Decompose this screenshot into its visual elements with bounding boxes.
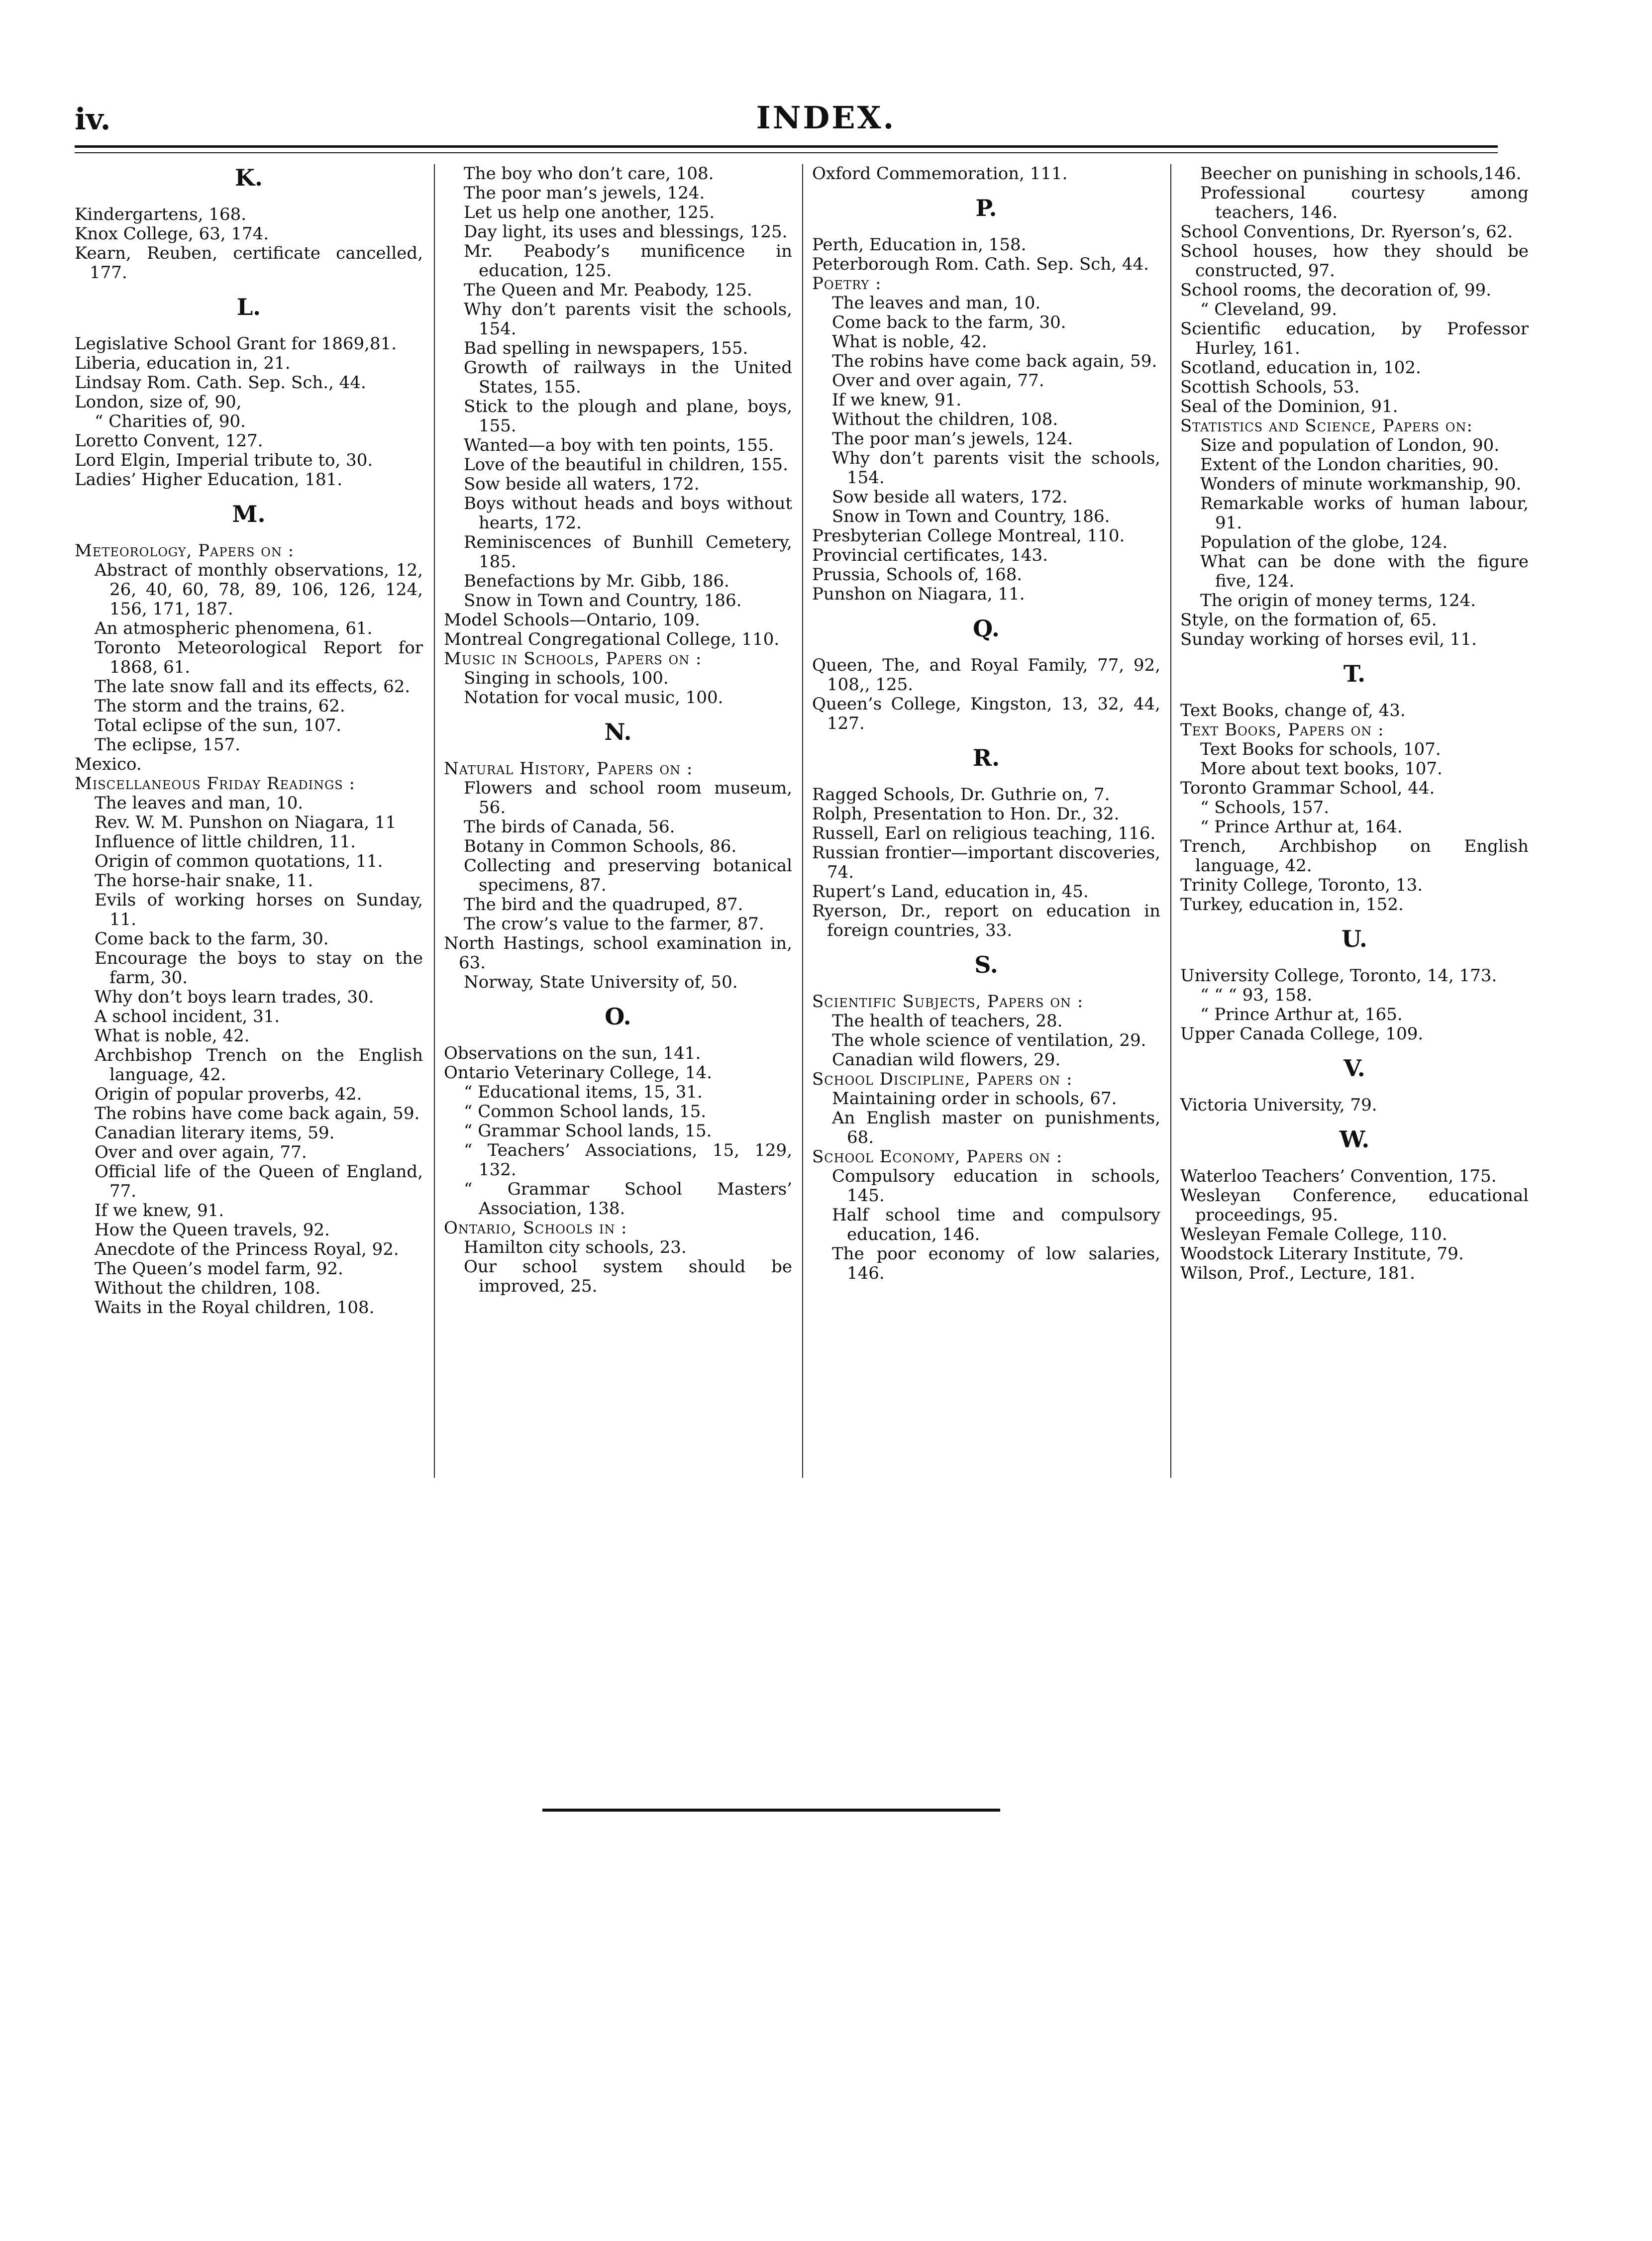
index-entry: Rupert’s Land, education in, 45. [812,882,1089,902]
index-entry: Observations on the sun, 141. [444,1043,701,1063]
index-entry: Trench, Archbishop on English language, 42. [1180,836,1529,876]
index-subentry: The horse-hair snake, 11. [95,871,313,891]
index-subentry: Wonders of minute workmanship, 90. [1200,474,1522,494]
index-subentry: Notation for vocal music, 100. [464,688,723,708]
index-entry: Lord Elgin, Imperial tribute to, 30. [75,450,373,470]
index-subentry: An atmospheric phenomena, 61. [95,618,373,638]
index-entry: Ontario Veterinary College, 14. [444,1063,712,1083]
index-entry: Trinity College, Toronto, 13. [1180,875,1423,895]
index-entry: Scientific education, by Professor Hurley, 161. [1180,319,1529,358]
index-subentry: “ Teachers’ Associations, 15, 129, 132. [464,1140,792,1180]
index-entry: Queen’s College, Kingston, 13, 32, 44, 127. [812,694,1160,733]
index-subentry: The robins have come back again, 59. [95,1104,420,1123]
column-divider [802,164,803,1478]
index-entry: Style, on the formation of, 65. [1180,610,1437,630]
index-subentry: The leaves and man, 10. [832,293,1041,313]
index-subentry: What can be done with the figure five, 124. [1200,552,1529,591]
section-letter: T. [1343,660,1366,687]
index-subentry: Collecting and preserving botanical specimens, 87. [464,856,792,895]
index-entry: Russell, Earl on religious teaching, 116. [812,823,1156,843]
index-subentry: Archbishop Trench on the English language, 42. [95,1045,423,1085]
index-subentry: “ Charities of, 90. [95,411,246,431]
section-letter: V. [1343,1055,1365,1082]
index-subentry: Compulsory education in schools, 145. [832,1166,1160,1206]
index-subentry: Hamilton city schools, 23. [464,1237,687,1257]
index-subentry: How the Queen travels, 92. [95,1220,330,1240]
index-subentry: Over and over again, 77. [95,1142,307,1162]
index-subentry: Canadian wild flowers, 29. [832,1050,1061,1070]
index-subentry: Without the children, 108. [832,409,1058,429]
index-subentry: “ Common School lands, 15. [464,1102,707,1121]
index-subentry: Growth of railways in the United States, 155. [464,358,792,397]
index-subentry: Influence of little children, 11. [95,832,356,852]
index-subentry: Norway, State University of, 50. [464,972,738,992]
index-subentry: Over and over again, 77. [832,371,1044,391]
index-entry: Perth, Education in, 158. [812,235,1027,255]
index-subentry: “ Prince Arthur at, 165. [1200,1005,1403,1024]
index-subentry: Professional courtesy among teachers, 146. [1200,183,1529,222]
index-subentry: Mr. Peabody’s munificence in education, 125. [464,241,792,281]
index-subentry: Abstract of monthly observations, 12, 26, 40, 60, 78, 89, 106, 126, 124, 156, 171, 187. [95,560,423,619]
index-entry: Lindsay Rom. Cath. Sep. Sch., 44. [75,373,366,393]
index-subentry: The bird and the quadruped, 87. [464,895,743,915]
index-subentry: Snow in Town and Country, 186. [464,591,742,611]
index-entry: University College, Toronto, 14, 173. [1180,966,1497,986]
index-subentry: The storm and the trains, 62. [95,696,345,716]
index-column-2 [444,164,792,1296]
index-subentry: The poor man’s jewels, 124. [832,429,1073,449]
index-subentry: Come back to the farm, 30. [832,312,1066,332]
index-subentry: Anecdote of the Princess Royal, 92. [95,1239,399,1259]
index-entry: Prussia, Schools of, 168. [812,565,1023,585]
index-entry: Text Books, change of, 43. [1180,701,1406,720]
section-letter: L. [236,294,261,320]
index-subentry: Origin of popular proverbs, 42. [95,1084,362,1104]
section-letter: P. [975,195,997,221]
index-subentry: Waits in the Royal children, 108. [95,1298,375,1318]
page-title: INDEX. [756,100,896,136]
index-entry: Toronto Grammar School, 44. [1180,778,1435,798]
section-letter: Q. [973,615,1000,642]
section-letter: M. [232,501,266,527]
index-entry: Wesleyan Female College, 110. [1180,1224,1447,1244]
index-subentry: Sow beside all waters, 172. [832,487,1068,507]
index-subentry: Love of the beautiful in children, 155. [464,455,788,475]
index-subentry: Wanted—a boy with ten points, 155. [464,435,774,455]
index-entry: Mexico. [75,754,142,774]
index-entry: Woodstock Literary Institute, 79. [1180,1244,1464,1264]
index-subentry: More about text books, 107. [1200,759,1443,779]
index-subentry: Singing in schools, 100. [464,668,669,688]
index-subentry: “ “ “ 93, 158. [1200,985,1313,1005]
index-entry: School rooms, the decoration of, 99. [1180,280,1491,300]
index-column-1 [75,164,423,1318]
index-entry: North Hastings, school examination in, 63. [444,933,792,973]
index-entry: Ragged Schools, Dr. Guthrie on, 7. [812,785,1110,805]
index-subentry: Rev. W. M. Punshon on Niagara, 11 [95,813,397,832]
index-subentry: Reminiscences of Bunhill Cemetery, 185. [464,532,792,572]
index-entry: Scotland, education in, 102. [1180,358,1421,378]
index-subentry: Stick to the plough and plane, boys, 155. [464,397,792,436]
index-subentry: Botany in Common Schools, 86. [464,836,737,856]
index-heading: School Economy, Papers on : [812,1147,1063,1167]
index-subentry: Half school time and compulsory education, 146. [832,1205,1160,1244]
end-rule [542,1809,1000,1812]
index-subentry: The late snow fall and its effects, 62. [95,677,411,697]
index-entry: Liberia, education in, 21. [75,353,291,373]
index-subentry: Let us help one another, 125. [464,203,715,222]
index-subentry: “ Educational items, 15, 31. [464,1082,703,1102]
index-subentry: Snow in Town and Country, 186. [832,507,1110,526]
index-entry: Presbyterian College Montreal, 110. [812,526,1125,546]
index-subentry: The poor man’s jewels, 124. [464,183,705,203]
index-subentry: Size and population of London, 90. [1200,435,1500,455]
index-entry: Ryerson, Dr., report on education in foreign countries, 33. [812,901,1160,940]
index-subentry: Evils of working horses on Sunday, 11. [95,890,423,929]
index-entry: Queen, The, and Royal Family, 77, 92, 108,, 125. [812,655,1160,695]
index-subentry: Our school system should be improved, 25. [464,1257,792,1296]
index-subentry: Remarkable works of human labour, 91. [1200,494,1529,533]
index-entry: Oxford Commemoration, 111. [812,164,1068,184]
index-heading: Text Books, Papers on : [1180,720,1384,740]
index-subentry: Boys without heads and boys without hearts, 172. [464,494,792,533]
index-subentry: Text Books for schools, 107. [1200,739,1441,759]
index-subentry: The Queen’s model farm, 92. [95,1259,343,1279]
index-subentry: The Queen and Mr. Peabody, 125. [464,280,752,300]
index-entry: Peterborough Rom. Cath. Sep. Sch, 44. [812,254,1149,274]
index-entry: Kindergartens, 168. [75,204,247,224]
section-letter: R. [972,744,1000,771]
index-entry: Scottish Schools, 53. [1180,377,1360,397]
section-letter: O. [605,1003,631,1030]
index-subentry: If we knew, 91. [95,1201,224,1221]
index-subentry: What is noble, 42. [832,332,987,352]
index-subentry: Without the children, 108. [95,1278,321,1298]
index-entry: Wilson, Prof., Lecture, 181. [1180,1263,1415,1283]
index-subentry: What is noble, 42. [95,1026,250,1046]
index-heading: Poetry : [812,274,882,294]
index-entry: Turkey, education in, 152. [1180,895,1404,915]
index-subentry: Origin of common quotations, 11. [95,851,383,871]
index-subentry: Total eclipse of the sun, 107. [95,715,342,735]
index-entry: Knox College, 63, 174. [75,224,269,244]
index-entry: Loretto Convent, 127. [75,431,263,451]
index-subentry: Canadian literary items, 59. [95,1123,335,1143]
index-subentry: The whole science of ventilation, 29. [832,1030,1146,1050]
column-divider [1170,164,1171,1478]
index-heading: Meteorology, Papers on : [75,541,295,561]
index-subentry: Toronto Meteorological Report for 1868, 61. [95,638,423,677]
index-subentry: Come back to the farm, 30. [95,929,329,949]
index-subentry: Why don’t boys learn trades, 30. [95,987,374,1007]
column-divider [434,164,435,1478]
index-entry: Sunday working of horses evil, 11. [1180,629,1477,649]
header-rule-thin [75,152,1498,153]
index-entry: Punshon on Niagara, 11. [812,584,1025,604]
section-letter: U. [1342,925,1367,952]
index-subentry: Day light, its uses and blessings, 125. [464,222,788,242]
index-column-3 [812,164,1160,1283]
index-subentry: “ Prince Arthur at, 164. [1200,817,1403,837]
index-entry: Russian frontier—important discoveries, 74. [812,843,1160,882]
index-subentry: Benefactions by Mr. Gibb, 186. [464,571,729,591]
section-letter: N. [604,718,632,745]
index-subentry: The birds of Canada, 56. [464,817,675,837]
index-subentry: Official life of the Queen of England, 77. [95,1162,423,1201]
index-subentry: “ Schools, 157. [1200,798,1330,817]
index-subentry: The origin of money terms, 124. [1200,591,1476,611]
index-subentry: Sow beside all waters, 172. [464,474,700,494]
index-subentry: Why don’t parents visit the schools, 154. [832,448,1160,488]
index-entry: Rolph, Presentation to Hon. Dr., 32. [812,804,1120,824]
index-column-4 [1180,164,1529,1283]
index-subentry: Population of the globe, 124. [1200,532,1448,552]
header-rule-thick [75,145,1498,148]
index-entry: Legislative School Grant for 1869,81. [75,334,397,354]
index-entry: Victoria University, 79. [1180,1095,1377,1115]
index-entry: Provincial certificates, 143. [812,545,1048,565]
section-letter: W. [1339,1126,1370,1153]
index-entry: Seal of the Dominion, 91. [1180,397,1398,416]
index-subentry: If we knew, 91. [832,390,962,410]
index-subentry: Flowers and school room museum, 56. [464,778,792,817]
index-heading: Scientific Subjects, Papers on : [812,992,1084,1012]
index-subentry: “ Grammar School lands, 15. [464,1121,712,1141]
index-entry: Kearn, Reuben, certificate cancelled, 177. [75,243,423,283]
index-heading: Music in Schools, Papers on : [444,649,702,669]
index-subentry: Maintaining order in schools, 67. [832,1089,1117,1109]
index-entry: Upper Canada College, 109. [1180,1024,1424,1044]
index-subentry: The eclipse, 157. [95,735,241,755]
index-entry: Wesleyan Conference, educational proceedings, 95. [1180,1186,1529,1225]
index-subentry: An English master on punishments, 68. [832,1108,1160,1147]
index-subentry: The crow’s value to the farmer, 87. [464,914,764,934]
index-subentry: The robins have come back again, 59. [832,351,1157,371]
index-subentry: “ Grammar School Masters’ Association, 138. [464,1179,792,1219]
index-subentry: The health of teachers, 28. [832,1011,1063,1031]
index-entry: London, size of, 90, [75,392,242,412]
index-heading: School Discipline, Papers on : [812,1069,1073,1089]
index-subentry: Why don’t parents visit the schools, 154. [464,300,792,339]
index-entry: Montreal Congregational College, 110. [444,629,780,649]
index-heading: Statistics and Science, Papers on: [1180,416,1473,436]
index-subentry: “ Cleveland, 99. [1200,300,1338,319]
section-letter: S. [974,951,998,978]
index-subentry: The poor economy of low salaries, 146. [832,1244,1160,1283]
index-entry: School houses, how they should be constructed, 97. [1180,241,1529,281]
index-subentry: The boy who don’t care, 108. [464,164,714,184]
index-heading: Ontario, Schools in : [444,1218,627,1238]
index-subentry: The leaves and man, 10. [95,793,304,813]
index-entry: School Conventions, Dr. Ryerson’s, 62. [1180,222,1513,242]
index-entry: Waterloo Teachers’ Convention, 175. [1180,1166,1497,1186]
index-subentry: A school incident, 31. [95,1007,280,1026]
index-heading: Natural History, Papers on : [444,759,693,779]
index-subentry: Bad spelling in newspapers, 155. [464,338,748,358]
index-entry: Model Schools—Ontario, 109. [444,610,700,630]
index-subentry: Encourage the boys to stay on the farm, 30. [95,948,423,988]
page-folio: iv. [75,102,111,137]
index-subentry: Extent of the London charities, 90. [1200,455,1499,475]
index-heading: Miscellaneous Friday Readings : [75,774,355,794]
index-entry: Ladies’ Higher Education, 181. [75,470,343,490]
section-letter: K. [235,164,263,191]
index-subentry: Beecher on punishing in schools,146. [1200,164,1522,184]
